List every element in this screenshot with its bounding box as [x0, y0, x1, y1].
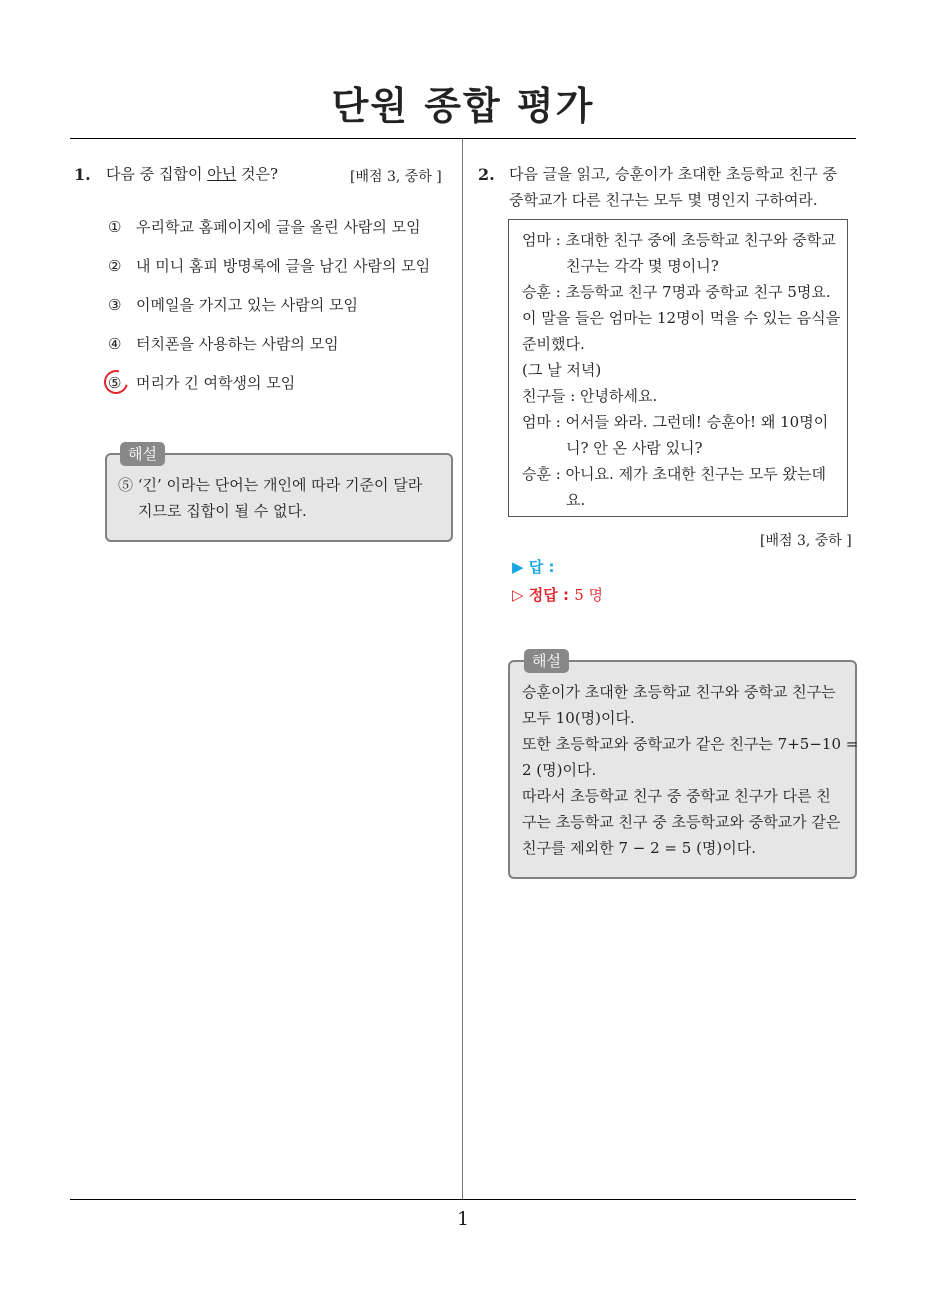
q2-number: 2.: [478, 165, 495, 184]
dialog-line: (그 날 저녁): [522, 361, 602, 379]
dialog-line: 준비했다.: [522, 335, 585, 353]
q1-explanation-line-1: ⑤ ‘긴’ 이라는 단어는 개인에 따라 기준이 달라: [118, 476, 423, 494]
q2-correct-answer: [512, 584, 603, 605]
q1-number: 1.: [74, 165, 91, 184]
option-mark: ①: [108, 218, 122, 236]
option-text: 머리가 긴 여학생의 모임: [136, 374, 296, 392]
correct-value: 5 명: [574, 586, 604, 604]
page-title: 단원 종합 평가: [331, 84, 595, 128]
q2-explanation-line: 구는 초등학교 친구 중 초등학교와 중학교가 같은: [522, 813, 841, 831]
bottom-divider: [70, 1199, 856, 1200]
dialog-line: 엄마 : 어서들 와라. 그런데! 승훈아! 왜 10명이: [522, 413, 829, 431]
q2-explanation-tag: 해설: [524, 649, 569, 673]
top-divider: [70, 138, 856, 139]
q2-stem-line-2: 중학교가 다른 친구는 모두 몇 명인지 구하여라.: [509, 191, 818, 209]
dialog-line: 엄마 : 초대한 친구 중에 초등학교 친구와 중학교: [522, 231, 836, 249]
column-divider: [462, 139, 463, 1200]
q2-stem-line-1: 다음 글을 읽고, 승훈이가 초대한 초등학교 친구 중: [509, 165, 837, 183]
option-mark: ②: [108, 257, 122, 275]
q1-stem: [106, 161, 278, 187]
q2-explanation-line: 2 (명)이다.: [522, 761, 597, 779]
option-text: 우리학교 홈페이지에 글을 올린 사람의 모임: [136, 218, 421, 236]
q1-option-3[interactable]: [108, 294, 358, 315]
q1-explanation-line-2: 지므로 집합이 될 수 없다.: [138, 502, 307, 520]
q2-explanation-line: 승훈이가 초대한 초등학교 친구와 중학교 친구는: [522, 683, 836, 701]
q2-explanation-line: 따라서 초등학교 친구 중 중학교 친구가 다른 친: [522, 787, 831, 805]
option-text: 터치폰을 사용하는 사람의 모임: [136, 335, 339, 353]
option-mark: ⑤: [108, 374, 122, 392]
dialog-line: 요.: [566, 491, 586, 509]
q1-stem-before: 다음 중 집합이: [106, 165, 208, 183]
option-text: 이메일을 가지고 있는 사람의 모임: [136, 296, 358, 314]
q2-answer-label: ▶ 답 :: [512, 558, 555, 576]
q1-stem-after: 것은?: [236, 165, 279, 183]
dialog-line: 친구들 : 안녕하세요.: [522, 387, 658, 405]
dialog-line: 니? 안 온 사람 있니?: [566, 439, 703, 457]
q1-option-4[interactable]: [108, 333, 339, 354]
option-mark: ④: [108, 335, 122, 353]
q2-score: [배점 3, 중하 ]: [760, 533, 852, 549]
q2-explanation-line: 친구를 제외한 7 − 2 = 5 (명)이다.: [522, 839, 757, 857]
answer-circle-icon: [100, 366, 133, 399]
q1-stem-underlined: 아닌: [207, 165, 237, 183]
q1-score: [배점 3, 중하 ]: [350, 169, 442, 185]
q1-option-2[interactable]: [108, 255, 430, 276]
page-number: 1: [456, 1208, 470, 1230]
correct-label: ▷ 정답 :: [512, 586, 569, 604]
dialog-line: 승훈 : 아니요. 제가 초대한 친구는 모두 왔는데: [522, 465, 827, 483]
q2-explanation-line: 모두 10(명)이다.: [522, 709, 635, 727]
option-text: 내 미니 홈피 방명록에 글을 남긴 사람의 모임: [136, 257, 431, 275]
q1-option-5[interactable]: [108, 372, 295, 393]
dialog-line: 승훈 : 초등학교 친구 7명과 중학교 친구 5명요.: [522, 283, 831, 301]
q2-explanation-line: 또한 초등학교와 중학교가 같은 친구는 7+5−10 =: [522, 735, 859, 753]
dialog-line: 이 말을 들은 엄마는 12명이 먹을 수 있는 음식을: [522, 309, 841, 327]
option-mark: ③: [108, 296, 122, 314]
q1-explanation-tag: 해설: [120, 442, 165, 466]
dialog-line: 친구는 각각 몇 명이니?: [566, 257, 719, 275]
q1-option-1[interactable]: [108, 216, 421, 237]
